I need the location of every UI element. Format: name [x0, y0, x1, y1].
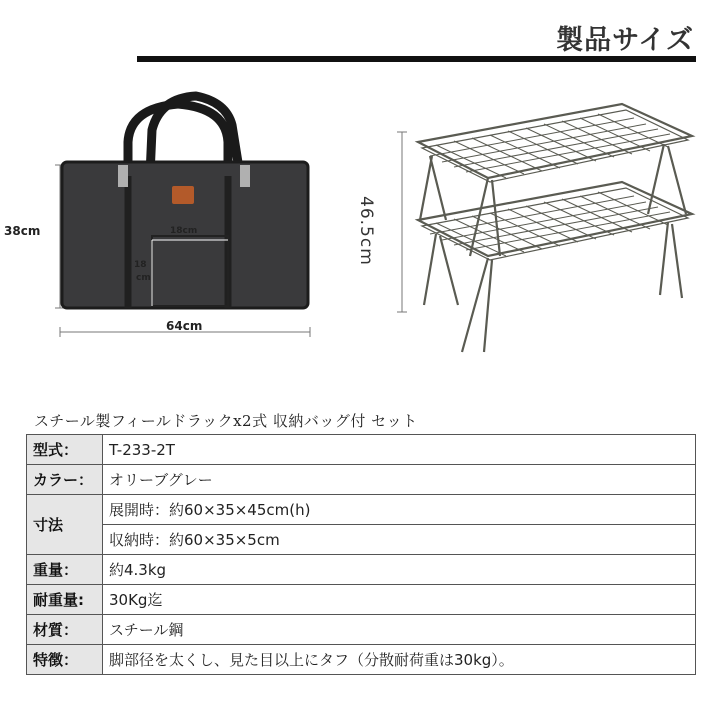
spec-value-load-capacity: 30Kg迄 [103, 585, 696, 615]
rack-height-label: 46.5cm [356, 196, 376, 266]
spec-table [26, 434, 696, 675]
spec-value-model: T-233-2T [103, 435, 696, 465]
spec-label-color: カラー： [27, 465, 103, 495]
table-row [27, 585, 696, 615]
table-row [27, 525, 696, 555]
field-rack [418, 104, 692, 352]
spec-value-dimensions-stored: 収納時：約60×35×5cm [103, 525, 696, 555]
pocket-width-label: 18cm [170, 226, 198, 236]
spec-value-material: スチール鋼 [103, 615, 696, 645]
spec-label-dimensions: 寸法 [27, 495, 103, 555]
rack-dimension-line [397, 132, 407, 312]
pocket-height-label-line2: cm [136, 273, 151, 283]
spec-label-load-capacity: 耐重量: [27, 585, 103, 615]
spec-label-material: 材質： [27, 615, 103, 645]
spec-value-features: 脚部径を太くし、見た目以上にタフ（分散耐荷重は30kg）。 [103, 645, 696, 675]
table-row [27, 435, 696, 465]
pocket-height-label-line1: 18 [134, 260, 147, 270]
bag-height-label: 38cm [4, 224, 41, 238]
product-title: スチール製フィールドラックx2式 収納バッグ付 セット [34, 412, 418, 430]
table-row [27, 465, 696, 495]
spec-label-weight: 重量： [27, 555, 103, 585]
bag-logo-patch [172, 186, 194, 204]
spec-value-color: オリーブグレー [103, 465, 696, 495]
product-figure [0, 80, 720, 380]
table-row [27, 495, 696, 525]
title-underline [137, 56, 696, 62]
table-row [27, 645, 696, 675]
spec-value-weight: 約4.3kg [103, 555, 696, 585]
table-row [27, 615, 696, 645]
header [0, 0, 720, 72]
spec-value-dimensions-open: 展開時：約60×35×45cm(h) [103, 495, 696, 525]
page-title: 製品サイズ [556, 25, 694, 56]
spec-label-model: 型式： [27, 435, 103, 465]
spec-label-features: 特徴： [27, 645, 103, 675]
table-row [27, 555, 696, 585]
bag-width-label: 64cm [166, 319, 203, 333]
